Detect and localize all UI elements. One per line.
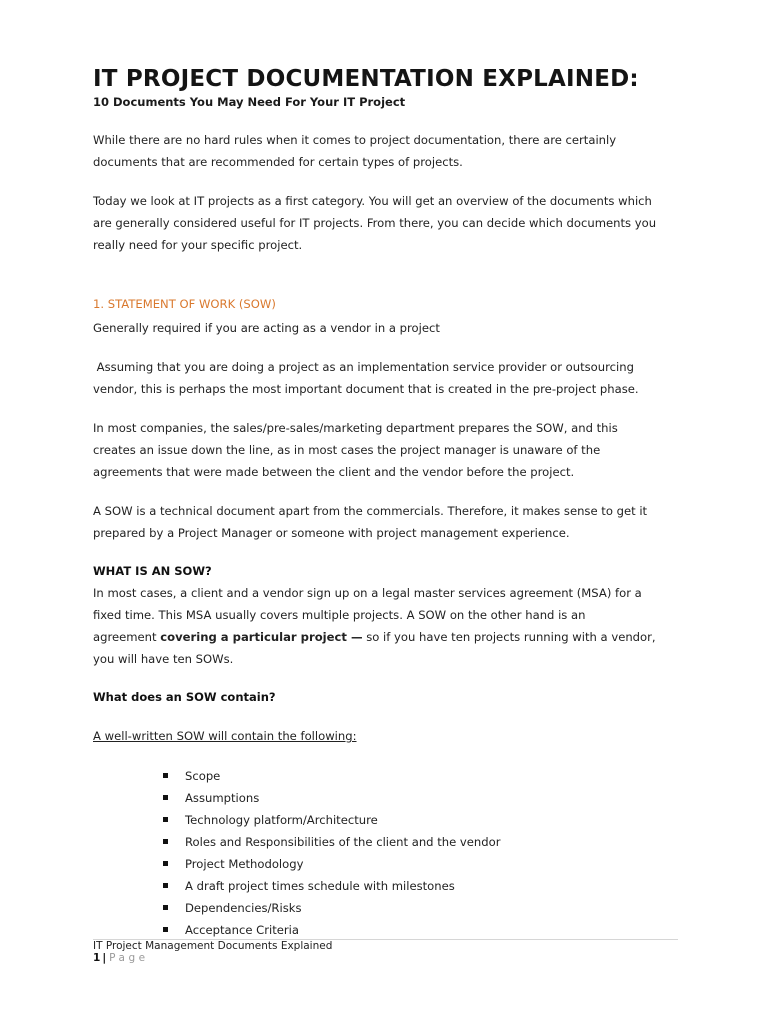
text-line: really need for your specific project. xyxy=(93,238,303,252)
text-line: Today we look at IT projects as a first category. You will get an overview of the documents which xyxy=(93,194,652,208)
bold-text-run: covering a particular project — xyxy=(160,630,363,644)
text-line: In most companies, the sales/pre-sales/marketing department prepares the SOW, and this xyxy=(93,421,618,435)
text-line: are generally considered useful for IT projects. From there, you can decide which documents you xyxy=(93,216,657,230)
list-item-label: Roles and Responsibilities of the client and the vendor xyxy=(185,835,501,849)
list-item xyxy=(160,919,501,941)
bullet-square-icon xyxy=(163,817,168,822)
what-is-sow-heading: WHAT IS AN SOW? xyxy=(93,564,212,578)
sow-contents-intro-block xyxy=(93,725,673,747)
footer-title: IT Project Management Documents Explained xyxy=(93,940,333,952)
list-item xyxy=(160,809,501,831)
intro-paragraph-1 xyxy=(93,129,673,173)
page-number xyxy=(93,952,149,964)
text-line: documents that are recommended for certain types of projects. xyxy=(93,155,463,169)
text-line: vendor, this is perhaps the most important document that is created in the pre-project phase. xyxy=(93,382,639,396)
page-number-separator: | xyxy=(102,952,107,964)
list-item xyxy=(160,787,501,809)
list-item xyxy=(160,831,501,853)
list-item xyxy=(160,875,501,897)
sow-paragraph-2 xyxy=(93,417,673,483)
intro-paragraph-2 xyxy=(93,190,673,256)
text-line: While there are no hard rules when it comes to project documentation, there are certainly xyxy=(93,133,617,147)
list-item-label: Assumptions xyxy=(185,791,260,805)
bullet-square-icon xyxy=(163,927,168,932)
text-line: A SOW is a technical document apart from the commercials. Therefore, it makes sense to get it xyxy=(93,504,648,518)
section-lead xyxy=(93,317,673,339)
text-line-mixed xyxy=(93,626,673,648)
bullet-square-icon xyxy=(163,795,168,800)
list-item-label: Technology platform/Architecture xyxy=(185,813,378,827)
sow-contents-intro: A well-written SOW will contain the following: xyxy=(93,729,357,743)
text-line: Assuming that you are doing a project as an implementation service provider or outsourcing xyxy=(93,360,634,374)
list-item xyxy=(160,765,501,787)
document-title: IT PROJECT DOCUMENTATION EXPLAINED: xyxy=(93,66,639,92)
bullet-square-icon xyxy=(163,883,168,888)
bullet-square-icon xyxy=(163,861,168,866)
list-item-label: A draft project times schedule with milestones xyxy=(185,879,455,893)
text-run: agreement xyxy=(93,630,161,644)
page-label: Page xyxy=(109,952,149,964)
section-heading-sow: 1. STATEMENT OF WORK (SOW) xyxy=(93,297,276,311)
list-item-label: Dependencies/Risks xyxy=(185,901,302,915)
text-line: In most cases, a client and a vendor sign up on a legal master services agreement (MSA) for a xyxy=(93,586,642,600)
text-run: so if you have ten projects running with a vendor, xyxy=(362,630,656,644)
text-line: prepared by a Project Manager or someone with project management experience. xyxy=(93,526,570,540)
text-line: you will have ten SOWs. xyxy=(93,652,234,666)
text-line: fixed time. This MSA usually covers multiple projects. A SOW on the other hand is an xyxy=(93,608,586,622)
sow-paragraph-3 xyxy=(93,500,673,544)
list-item xyxy=(160,853,501,875)
sow-paragraph-1 xyxy=(93,356,673,400)
bullet-square-icon xyxy=(163,773,168,778)
list-item-label: Project Methodology xyxy=(185,857,304,871)
page-number-value: 1 xyxy=(93,952,101,964)
what-is-sow-block xyxy=(93,560,673,670)
text-line: Generally required if you are acting as a vendor in a project xyxy=(93,321,440,335)
sow-contents-list xyxy=(160,765,501,941)
sow-contents-heading-block xyxy=(93,686,673,708)
text-line: creates an issue down the line, as in most cases the project manager is unaware of the xyxy=(93,443,601,457)
list-item-label: Scope xyxy=(185,769,221,783)
sow-contents-heading: What does an SOW contain? xyxy=(93,690,276,704)
text-line: agreements that were made between the client and the vendor before the project. xyxy=(93,465,575,479)
bullet-square-icon xyxy=(163,839,168,844)
bullet-square-icon xyxy=(163,905,168,910)
document-subtitle: 10 Documents You May Need For Your IT Project xyxy=(93,95,406,109)
list-item xyxy=(160,897,501,919)
list-item-label: Acceptance Criteria xyxy=(185,923,300,937)
